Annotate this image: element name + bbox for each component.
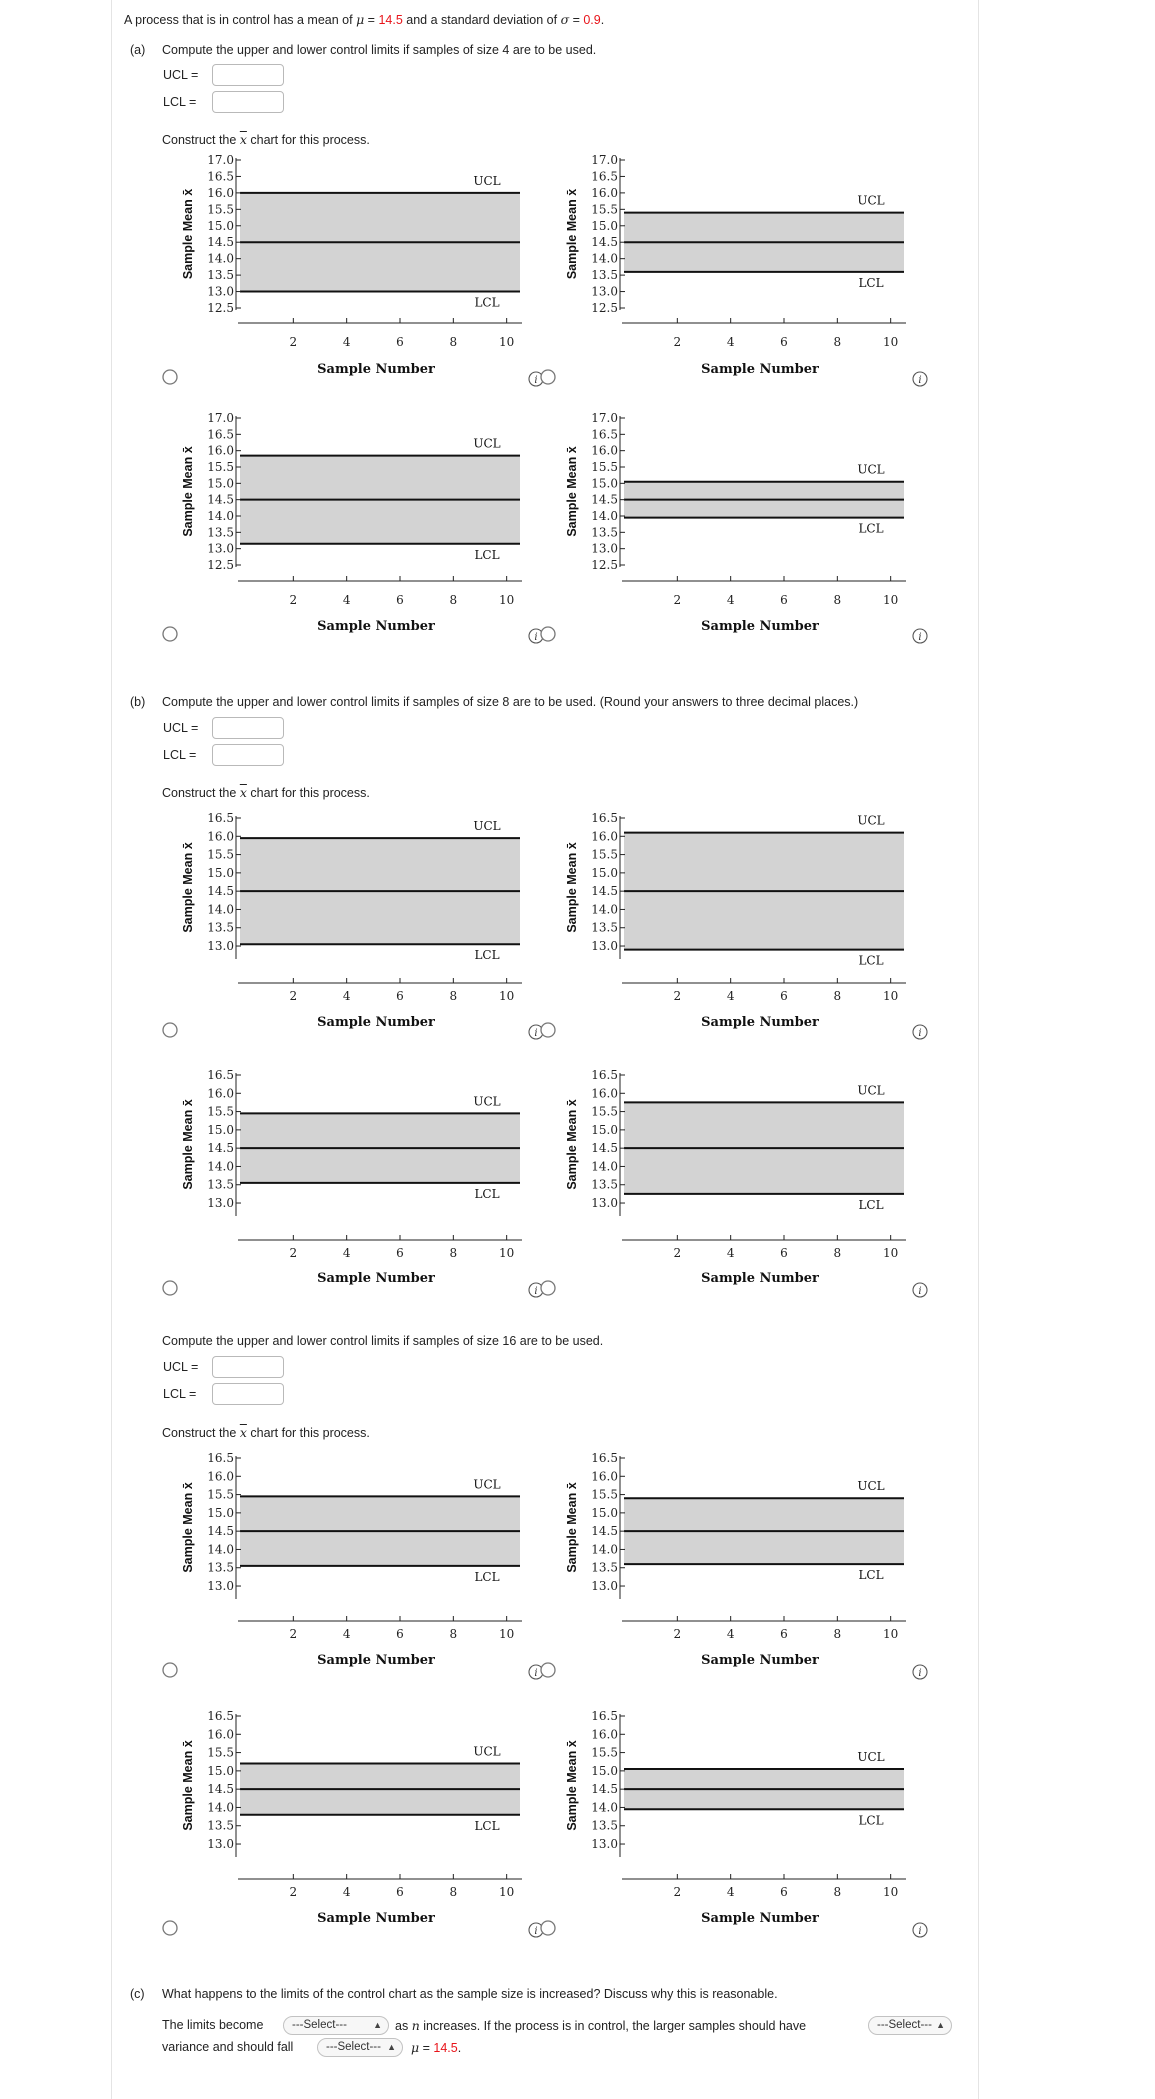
y-tick-label: 15.0 bbox=[591, 218, 618, 233]
y-axis-label: Sample Mean x̄ bbox=[181, 1740, 195, 1831]
control-chart-option-a-1 bbox=[163, 153, 543, 386]
y-tick-label: 15.0 bbox=[591, 865, 618, 880]
y-tick-label: 15.0 bbox=[591, 1122, 618, 1137]
y-axis-label: Sample Mean x̄ bbox=[565, 188, 579, 280]
y-axis-label: Sample Mean x̄ bbox=[565, 842, 579, 933]
x-tick-label: 4 bbox=[726, 1627, 735, 1641]
y-axis-label: Sample Mean x̄ bbox=[181, 188, 195, 280]
x-tick-label: 4 bbox=[342, 1627, 351, 1641]
x-tick-label: 4 bbox=[342, 335, 351, 349]
x-tick-label: 6 bbox=[396, 593, 404, 607]
y-tick-label: 14.0 bbox=[207, 1159, 234, 1174]
y-tick-label: 15.5 bbox=[207, 1745, 234, 1760]
y-tick-label: 15.5 bbox=[591, 460, 618, 474]
x-tick-label: 2 bbox=[673, 1885, 682, 1899]
x-tick-label: 10 bbox=[499, 1885, 515, 1899]
y-tick-label: 13.5 bbox=[591, 1818, 618, 1833]
y-tick-label: 17.0 bbox=[207, 411, 234, 425]
info-icon-glyph: i bbox=[534, 632, 538, 643]
x-tick-label: 10 bbox=[883, 989, 899, 1003]
x-tick-label: 8 bbox=[833, 335, 842, 349]
x-tick-label: 2 bbox=[289, 593, 298, 607]
x-axis-label: Sample Number bbox=[317, 1271, 435, 1286]
y-tick-label: 13.0 bbox=[207, 1196, 234, 1211]
y-tick-label: 16.0 bbox=[591, 185, 618, 200]
lcl-label: LCL bbox=[858, 1197, 884, 1212]
y-tick-label: 12.5 bbox=[207, 558, 234, 572]
y-tick-label: 17.0 bbox=[207, 153, 234, 167]
y-tick-label: 12.5 bbox=[591, 301, 618, 315]
option-radio-b16-2[interactable] bbox=[541, 1663, 555, 1677]
x-tick-label: 6 bbox=[780, 335, 788, 349]
y-tick-label: 14.0 bbox=[207, 1800, 234, 1815]
info-icon-glyph: i bbox=[918, 375, 922, 386]
y-axis-label: Sample Mean x̄ bbox=[565, 1099, 579, 1190]
info-icon-glyph: i bbox=[918, 1668, 922, 1679]
control-chart-option-b16-3 bbox=[163, 1709, 543, 1937]
y-tick-label: 16.5 bbox=[207, 1068, 234, 1082]
lcl-label: LCL bbox=[474, 547, 500, 562]
y-tick-label: 15.5 bbox=[207, 847, 234, 862]
x-axis-label: Sample Number bbox=[317, 619, 435, 634]
x-tick-label: 10 bbox=[883, 1627, 899, 1641]
part-c-line1-middle: as n increases. If the process is in control, the larger samples should have bbox=[395, 2018, 807, 2033]
ucl-label: UCL bbox=[473, 436, 501, 451]
y-tick-label: 15.0 bbox=[207, 1122, 234, 1137]
ucl-label: UCL bbox=[473, 1744, 501, 1759]
y-tick-label: 13.5 bbox=[207, 1560, 234, 1575]
lcl-label: LCL bbox=[474, 1186, 500, 1201]
option-radio-a-4[interactable] bbox=[541, 627, 555, 641]
lcl-label: LCL bbox=[858, 1813, 884, 1828]
option-radio-b8-4[interactable] bbox=[541, 1281, 555, 1295]
info-icon-glyph: i bbox=[534, 1926, 538, 1937]
y-tick-label: 14.5 bbox=[591, 884, 618, 899]
y-tick-label: 13.0 bbox=[207, 284, 234, 299]
lcl-label: LCL bbox=[474, 1569, 500, 1584]
y-tick-label: 16.5 bbox=[591, 427, 618, 442]
y-tick-label: 16.0 bbox=[207, 829, 234, 844]
y-tick-label: 15.5 bbox=[591, 1745, 618, 1760]
control-chart-option-b16-1 bbox=[163, 1451, 543, 1679]
part-a-marker: (a) bbox=[130, 43, 146, 57]
y-tick-label: 13.0 bbox=[207, 1579, 234, 1594]
y-tick-label: 15.5 bbox=[591, 847, 618, 862]
info-icon-glyph: i bbox=[918, 1286, 922, 1297]
x-tick-label: 8 bbox=[449, 1885, 458, 1899]
y-tick-label: 16.5 bbox=[207, 1709, 234, 1723]
info-icon-glyph: i bbox=[918, 632, 922, 643]
x-tick-label: 10 bbox=[499, 335, 515, 349]
ucl-label: UCL bbox=[857, 1083, 885, 1098]
part-c-prompt: What happens to the limits of the control chart as the sample size is increased? Discuss why this is reasonable. bbox=[162, 1987, 778, 2001]
option-radio-b16-3[interactable] bbox=[163, 1921, 177, 1935]
x-tick-label: 6 bbox=[396, 989, 404, 1003]
x-tick-label: 2 bbox=[673, 593, 682, 607]
info-icon[interactable] bbox=[913, 1923, 927, 1937]
y-tick-label: 14.5 bbox=[207, 235, 234, 250]
x-tick-label: 6 bbox=[396, 1885, 404, 1899]
option-radio-a-2[interactable] bbox=[541, 370, 555, 384]
lcl-label: LCL bbox=[858, 953, 884, 968]
lcl-label: LCL bbox=[858, 521, 884, 536]
x-tick-label: 8 bbox=[833, 1885, 842, 1899]
y-tick-label: 16.0 bbox=[591, 1469, 618, 1484]
x-tick-label: 2 bbox=[289, 1246, 298, 1260]
option-radio-b8-3[interactable] bbox=[163, 1281, 177, 1295]
y-tick-label: 16.5 bbox=[591, 1451, 618, 1465]
y-tick-label: 15.0 bbox=[207, 476, 234, 491]
x-tick-label: 2 bbox=[673, 989, 682, 1003]
x-tick-label: 2 bbox=[673, 1627, 682, 1641]
y-tick-label: 14.5 bbox=[207, 1782, 234, 1797]
info-icon-glyph: i bbox=[918, 1028, 922, 1039]
part-b-prompt: Compute the upper and lower control limits if samples of size 8 are to be used. (Round your answers to three decimal places.) bbox=[162, 695, 859, 709]
ucl-label: UCL = bbox=[163, 68, 199, 82]
y-tick-label: 13.5 bbox=[591, 525, 618, 540]
x-tick-label: 10 bbox=[499, 593, 515, 607]
x-tick-label: 8 bbox=[833, 1627, 842, 1641]
x-tick-label: 8 bbox=[449, 1627, 458, 1641]
info-icon-glyph: i bbox=[534, 1028, 538, 1039]
control-chart-option-b8-1 bbox=[163, 811, 543, 1039]
control-chart-option-b8-3 bbox=[163, 1068, 543, 1297]
y-axis-label: Sample Mean x̄ bbox=[181, 1482, 195, 1573]
variance-select[interactable]: ---Select--- ▲︎ bbox=[868, 2016, 952, 2035]
part-b-prompt-size-16: Compute the upper and lower control limits if samples of size 16 are to be used. bbox=[162, 1334, 604, 1348]
y-tick-label: 15.0 bbox=[591, 1763, 618, 1778]
y-tick-label: 16.5 bbox=[591, 811, 618, 825]
x-tick-label: 2 bbox=[289, 335, 298, 349]
y-axis-label: Sample Mean x̄ bbox=[565, 1740, 579, 1831]
y-tick-label: 13.0 bbox=[591, 284, 618, 299]
y-tick-label: 15.0 bbox=[591, 1505, 618, 1520]
x-tick-label: 10 bbox=[883, 335, 899, 349]
y-tick-label: 14.5 bbox=[207, 492, 234, 507]
option-radio-b16-4[interactable] bbox=[541, 1921, 555, 1935]
control-chart-option-a-3 bbox=[163, 411, 543, 643]
y-tick-label: 15.5 bbox=[207, 1104, 234, 1119]
y-tick-label: 15.5 bbox=[207, 202, 234, 217]
y-tick-label: 15.5 bbox=[207, 460, 234, 474]
limits-change-select[interactable]: ---Select--- ▲︎ bbox=[283, 2016, 389, 2035]
x-tick-label: 10 bbox=[499, 1627, 515, 1641]
lcl-label: LCL bbox=[858, 275, 884, 290]
y-axis-label: Sample Mean x̄ bbox=[181, 1099, 195, 1190]
y-tick-label: 14.0 bbox=[207, 509, 234, 523]
lcl-label: LCL = bbox=[163, 95, 197, 109]
option-radio-b16-1[interactable] bbox=[163, 1663, 177, 1677]
x-axis-label: Sample Number bbox=[701, 619, 819, 634]
info-icon[interactable] bbox=[913, 1665, 927, 1679]
x-tick-label: 4 bbox=[726, 989, 735, 1003]
problem-statement: A process that is in control has a mean of μ = 14.5 and a standard deviation of σ = 0.9. bbox=[124, 12, 605, 27]
y-tick-label: 15.5 bbox=[207, 1487, 234, 1502]
part-b-marker: (b) bbox=[130, 695, 146, 709]
x-tick-label: 8 bbox=[833, 989, 842, 1003]
x-tick-label: 2 bbox=[289, 1885, 298, 1899]
x-tick-label: 10 bbox=[499, 1246, 515, 1260]
lcl-label: LCL bbox=[858, 1568, 884, 1583]
lcl-label: LCL bbox=[474, 1818, 500, 1833]
info-icon[interactable] bbox=[913, 1025, 927, 1039]
ucl-label: UCL = bbox=[163, 1360, 199, 1374]
control-chart-option-b8-4 bbox=[541, 1068, 927, 1297]
y-axis-label: Sample Mean x̄ bbox=[565, 446, 579, 537]
x-tick-label: 6 bbox=[396, 335, 404, 349]
x-tick-label: 2 bbox=[673, 1246, 682, 1260]
ucl-label: UCL bbox=[857, 462, 885, 477]
y-tick-label: 14.0 bbox=[591, 902, 618, 917]
ucl-label: UCL bbox=[857, 1750, 885, 1765]
control-chart-option-b16-2 bbox=[541, 1451, 927, 1679]
x-axis-label: Sample Number bbox=[701, 1911, 819, 1926]
info-icon-glyph: i bbox=[534, 1286, 538, 1297]
option-radio-a-3[interactable] bbox=[163, 627, 177, 641]
y-tick-label: 14.0 bbox=[591, 1159, 618, 1174]
ucl-label: UCL bbox=[857, 813, 885, 828]
x-tick-label: 6 bbox=[780, 1246, 788, 1260]
y-tick-label: 16.5 bbox=[591, 169, 618, 184]
y-tick-label: 16.5 bbox=[207, 811, 234, 825]
y-tick-label: 16.0 bbox=[591, 1086, 618, 1101]
sigma-value: 0.9 bbox=[583, 13, 601, 27]
y-tick-label: 15.0 bbox=[207, 218, 234, 233]
x-tick-label: 8 bbox=[449, 1246, 458, 1260]
x-axis-label: Sample Number bbox=[317, 1015, 435, 1030]
ucl-label: UCL bbox=[473, 1477, 501, 1492]
x-tick-label: 4 bbox=[342, 1246, 351, 1260]
info-icon[interactable] bbox=[913, 372, 927, 386]
y-axis-label: Sample Mean x̄ bbox=[565, 1482, 579, 1573]
y-tick-label: 14.5 bbox=[591, 492, 618, 507]
option-radio-a-1[interactable] bbox=[163, 370, 177, 384]
y-tick-label: 14.5 bbox=[591, 1782, 618, 1797]
y-tick-label: 13.0 bbox=[591, 1196, 618, 1211]
x-tick-label: 8 bbox=[449, 335, 458, 349]
y-tick-label: 14.0 bbox=[591, 251, 618, 266]
construct-instruction: Construct the $\overline{x}$ chart for this process. bbox=[162, 1425, 370, 1440]
x-tick-label: 6 bbox=[396, 1627, 404, 1641]
y-tick-label: 16.0 bbox=[591, 443, 618, 458]
ucl-label: UCL bbox=[473, 1094, 501, 1109]
x-tick-label: 8 bbox=[449, 989, 458, 1003]
info-icon[interactable] bbox=[913, 629, 927, 643]
part-c-line2-start: variance and should fall bbox=[162, 2040, 294, 2054]
y-tick-label: 14.0 bbox=[591, 509, 618, 523]
x-tick-label: 2 bbox=[289, 989, 298, 1003]
y-tick-label: 16.5 bbox=[591, 1068, 618, 1082]
construct-instruction: Construct the $\overline{x}$ chart for this process. bbox=[162, 785, 370, 800]
info-icon-glyph: i bbox=[534, 375, 538, 386]
x-tick-label: 10 bbox=[883, 1246, 899, 1260]
y-axis-label: Sample Mean x̄ bbox=[181, 842, 195, 933]
lcl-label: LCL bbox=[474, 948, 500, 963]
x-axis-label: Sample Number bbox=[317, 1911, 435, 1926]
part-c-marker: (c) bbox=[130, 1987, 145, 2001]
y-tick-label: 13.5 bbox=[207, 1818, 234, 1833]
y-tick-label: 13.5 bbox=[207, 268, 234, 283]
x-tick-label: 6 bbox=[780, 593, 788, 607]
y-tick-label: 13.5 bbox=[207, 920, 234, 935]
y-tick-label: 16.0 bbox=[207, 185, 234, 200]
x-axis-label: Sample Number bbox=[701, 1015, 819, 1030]
y-axis-label: Sample Mean x̄ bbox=[181, 446, 195, 537]
control-chart-option-a-4 bbox=[541, 411, 927, 643]
x-tick-label: 4 bbox=[726, 335, 735, 349]
y-tick-label: 13.0 bbox=[207, 1837, 234, 1852]
y-tick-label: 16.0 bbox=[207, 443, 234, 458]
fall-relation-select[interactable]: ---Select--- ▲︎ bbox=[317, 2038, 403, 2057]
x-tick-label: 4 bbox=[726, 1246, 735, 1260]
y-tick-label: 14.5 bbox=[591, 1141, 618, 1156]
ucl-label: UCL bbox=[473, 173, 501, 188]
y-tick-label: 14.0 bbox=[591, 1800, 618, 1815]
part-a-prompt: Compute the upper and lower control limits if samples of size 4 are to be used. bbox=[162, 43, 597, 57]
y-tick-label: 15.0 bbox=[207, 1763, 234, 1778]
y-tick-label: 12.5 bbox=[591, 558, 618, 572]
lcl-label: LCL = bbox=[163, 748, 197, 762]
ucl-label: UCL bbox=[473, 819, 501, 834]
y-tick-label: 13.5 bbox=[207, 525, 234, 540]
info-icon[interactable] bbox=[913, 1283, 927, 1297]
option-radio-b8-1[interactable] bbox=[163, 1023, 177, 1037]
x-tick-label: 2 bbox=[673, 335, 682, 349]
y-tick-label: 16.5 bbox=[207, 1451, 234, 1465]
y-tick-label: 14.0 bbox=[591, 1542, 618, 1557]
y-tick-label: 16.0 bbox=[207, 1727, 234, 1742]
y-tick-label: 16.5 bbox=[207, 169, 234, 184]
y-tick-label: 13.5 bbox=[591, 1560, 618, 1575]
control-chart-option-a-2 bbox=[541, 153, 927, 386]
y-tick-label: 15.0 bbox=[207, 865, 234, 880]
ucl-label: UCL bbox=[857, 1479, 885, 1494]
y-tick-label: 16.0 bbox=[207, 1086, 234, 1101]
x-tick-label: 4 bbox=[726, 593, 735, 607]
y-tick-label: 13.0 bbox=[207, 939, 234, 954]
x-tick-label: 10 bbox=[883, 593, 899, 607]
x-tick-label: 6 bbox=[780, 989, 788, 1003]
x-tick-label: 8 bbox=[833, 1246, 842, 1260]
y-tick-label: 16.0 bbox=[591, 1727, 618, 1742]
y-tick-label: 15.5 bbox=[591, 1104, 618, 1119]
y-tick-label: 15.0 bbox=[207, 1505, 234, 1520]
y-tick-label: 17.0 bbox=[591, 411, 618, 425]
y-tick-label: 13.5 bbox=[591, 1177, 618, 1192]
x-tick-label: 8 bbox=[833, 593, 842, 607]
y-tick-label: 15.5 bbox=[591, 1487, 618, 1502]
y-tick-label: 14.0 bbox=[207, 902, 234, 917]
ucl-label: UCL bbox=[857, 193, 885, 208]
x-tick-label: 6 bbox=[780, 1885, 788, 1899]
x-tick-label: 8 bbox=[449, 593, 458, 607]
y-tick-label: 14.5 bbox=[207, 1141, 234, 1156]
x-axis-label: Sample Number bbox=[701, 1271, 819, 1286]
x-axis-label: Sample Number bbox=[317, 1653, 435, 1668]
ucl-label: UCL = bbox=[163, 721, 199, 735]
x-tick-label: 10 bbox=[883, 1885, 899, 1899]
y-tick-label: 14.5 bbox=[207, 1524, 234, 1539]
y-tick-label: 14.0 bbox=[207, 1542, 234, 1557]
info-icon-glyph: i bbox=[918, 1926, 922, 1937]
y-tick-label: 17.0 bbox=[591, 153, 618, 167]
y-tick-label: 13.5 bbox=[591, 268, 618, 283]
y-tick-label: 16.0 bbox=[207, 1469, 234, 1484]
y-tick-label: 14.5 bbox=[591, 235, 618, 250]
y-tick-label: 15.0 bbox=[591, 476, 618, 491]
y-tick-label: 13.5 bbox=[207, 1177, 234, 1192]
x-axis-label: Sample Number bbox=[701, 362, 819, 377]
y-tick-label: 14.0 bbox=[207, 251, 234, 266]
y-tick-label: 12.5 bbox=[207, 301, 234, 315]
x-tick-label: 6 bbox=[780, 1627, 788, 1641]
y-tick-label: 13.0 bbox=[591, 939, 618, 954]
y-tick-label: 13.0 bbox=[591, 1579, 618, 1594]
x-tick-label: 6 bbox=[396, 1246, 404, 1260]
y-tick-label: 14.5 bbox=[591, 1524, 618, 1539]
x-tick-label: 4 bbox=[726, 1885, 735, 1899]
part-c-line1-start: The limits become bbox=[162, 2018, 264, 2032]
x-axis-label: Sample Number bbox=[317, 362, 435, 377]
info-icon-glyph: i bbox=[534, 1668, 538, 1679]
y-tick-label: 16.5 bbox=[591, 1709, 618, 1723]
construct-instruction: Construct the $\overline{x}$ chart for this process. bbox=[162, 132, 370, 147]
y-tick-label: 13.0 bbox=[591, 1837, 618, 1852]
y-tick-label: 13.5 bbox=[591, 920, 618, 935]
x-tick-label: 4 bbox=[342, 593, 351, 607]
part-c-mu: μ = 14.5. bbox=[411, 2040, 462, 2055]
x-tick-label: 10 bbox=[499, 989, 515, 1003]
x-tick-label: 2 bbox=[289, 1627, 298, 1641]
y-tick-label: 16.5 bbox=[207, 427, 234, 442]
y-tick-label: 13.0 bbox=[591, 541, 618, 556]
lcl-label: LCL = bbox=[163, 1387, 197, 1401]
y-tick-label: 14.5 bbox=[207, 884, 234, 899]
x-axis-label: Sample Number bbox=[701, 1653, 819, 1668]
control-chart-option-b16-4 bbox=[541, 1709, 927, 1937]
lcl-label: LCL bbox=[474, 295, 500, 310]
y-tick-label: 13.0 bbox=[207, 541, 234, 556]
y-tick-label: 16.0 bbox=[591, 829, 618, 844]
x-tick-label: 4 bbox=[342, 1885, 351, 1899]
y-tick-label: 15.5 bbox=[591, 202, 618, 217]
control-chart-option-b8-2 bbox=[541, 811, 927, 1039]
mu-value: 14.5 bbox=[378, 13, 403, 27]
option-radio-b8-2[interactable] bbox=[541, 1023, 555, 1037]
x-tick-label: 4 bbox=[342, 989, 351, 1003]
